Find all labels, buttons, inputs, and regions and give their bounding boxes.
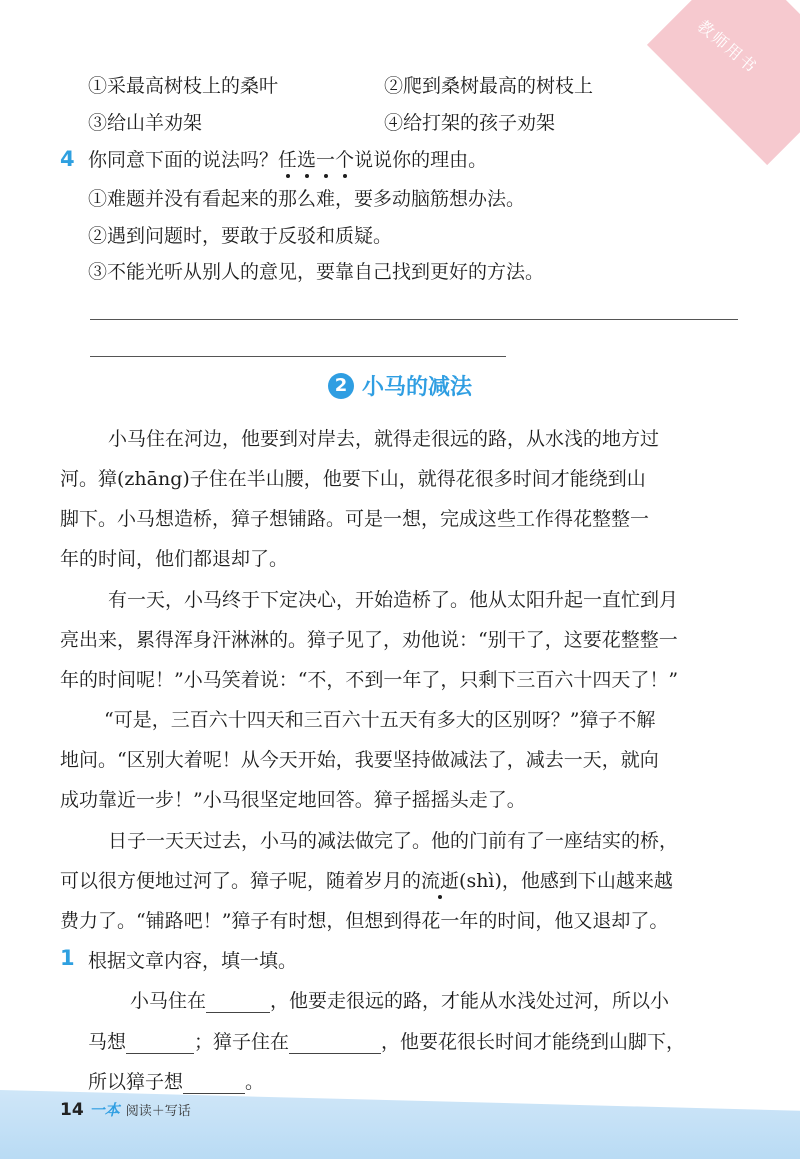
option-4: ④给打架的孩子劝架 — [384, 112, 556, 134]
question-4-number: 4 — [60, 147, 75, 171]
line-text: 可以很方便地过河了。獐子呢，随着岁月的 — [60, 870, 422, 892]
prompt-text: 说说你的理由。 — [354, 149, 488, 171]
emphasis-char: 任 — [278, 149, 298, 171]
emphasis-char: 个 — [335, 149, 355, 171]
fill-blank[interactable] — [126, 1031, 194, 1054]
fill-text: 所以獐子想 — [88, 1071, 184, 1093]
fill-text: 。 — [245, 1071, 265, 1093]
corner-ribbon — [647, 0, 800, 165]
title-number-badge: 2 — [328, 373, 354, 399]
fill-text: ；獐子住在 — [194, 1031, 290, 1053]
option-3: ③给山羊劝架 — [88, 112, 203, 134]
question-4-item: ②遇到问题时，要敢于反驳和质疑。 — [88, 225, 393, 247]
option-1: ①采最高树枝上的桑叶 — [88, 75, 279, 97]
article-line: 成功靠近一步！”小马很坚定地回答。獐子摇摇头走了。 — [60, 789, 526, 811]
emphasis-char: 选 — [297, 149, 317, 171]
article-line: 有一天，小马终于下定决心，开始造桥了。他从太阳升起一直忙到月 — [108, 589, 679, 611]
question-1-prompt: 根据文章内容，填一填。 — [88, 950, 298, 972]
fill-blank[interactable] — [289, 1031, 381, 1054]
article-line: 年的时间，他们都退却了。 — [60, 548, 289, 570]
article-line: 小马住在河边，他要到对岸去，就得走很远的路，从水浅的地方过 — [108, 428, 660, 450]
fill-line-1 — [130, 989, 669, 1013]
page-number: 14 — [60, 1099, 84, 1120]
brand-logo: 一本 — [89, 1101, 120, 1119]
article-line: “可是，三百六十四天和三百六十五天有多大的区别呀？”獐子不解 — [104, 709, 656, 731]
fill-text: 马想 — [88, 1031, 127, 1053]
fill-line-2 — [88, 1030, 685, 1054]
question-4-item: ③不能光听从别人的意见，要靠自己找到更好的方法。 — [88, 261, 545, 283]
footer — [60, 1099, 191, 1120]
corner-tag: 教师用书 — [693, 16, 762, 78]
emphasis-char: 一 — [316, 149, 336, 171]
question-4-prompt — [88, 148, 487, 172]
fill-text: ，他要走很远的路，才能从水浅处过河，所以小 — [270, 990, 670, 1012]
line-text: (shì)，他感到下山越来越 — [459, 870, 673, 892]
fill-text: 小马住在 — [130, 990, 207, 1012]
fill-text: ，他要花很长时间才能绕到山脚下， — [381, 1031, 686, 1053]
series-name: 阅读＋写话 — [125, 1104, 191, 1119]
fill-blank[interactable] — [206, 990, 270, 1013]
title-text: 小马的减法 — [362, 375, 473, 400]
article-line: 河。獐(zhāng)子住在半山腰，他要下山，就得花很多时间才能绕到山 — [60, 468, 646, 490]
article-line — [60, 869, 673, 893]
article-title — [328, 370, 472, 401]
fill-blank[interactable] — [183, 1071, 245, 1094]
answer-line[interactable] — [90, 319, 738, 320]
prompt-text: 你同意下面的说法吗？ — [88, 149, 279, 171]
article-line: 脚下。小马想造桥，獐子想铺路。可是一想，完成这些工作得花整整一 — [60, 508, 650, 530]
article-line: 年的时间呢！”小马笑着说：“不，不到一年了，只剩下三百六十四天了！” — [60, 669, 679, 691]
emphasis-word: 流逝 — [421, 870, 460, 892]
question-4-item: ①难题并没有看起来的那么难，要多动脑筋想办法。 — [88, 188, 526, 210]
article-line: 地问。“区别大着呢！从今天开始，我要坚持做减法了，减去一天，就向 — [60, 749, 659, 771]
question-1-number: 1 — [60, 946, 75, 970]
article-line: 费力了。“铺路吧！”獐子有时想，但想到得花一年的时间，他又退却了。 — [60, 910, 669, 932]
option-2: ②爬到桑树最高的树枝上 — [384, 75, 594, 97]
answer-line[interactable] — [90, 356, 506, 357]
article-line: 亮出来，累得浑身汗淋淋的。獐子见了，劝他说：“别干了，这要花整整一 — [60, 629, 678, 651]
fill-line-3 — [88, 1070, 264, 1094]
article-line: 日子一天天过去，小马的减法做完了。他的门前有了一座结实的桥， — [108, 830, 679, 852]
